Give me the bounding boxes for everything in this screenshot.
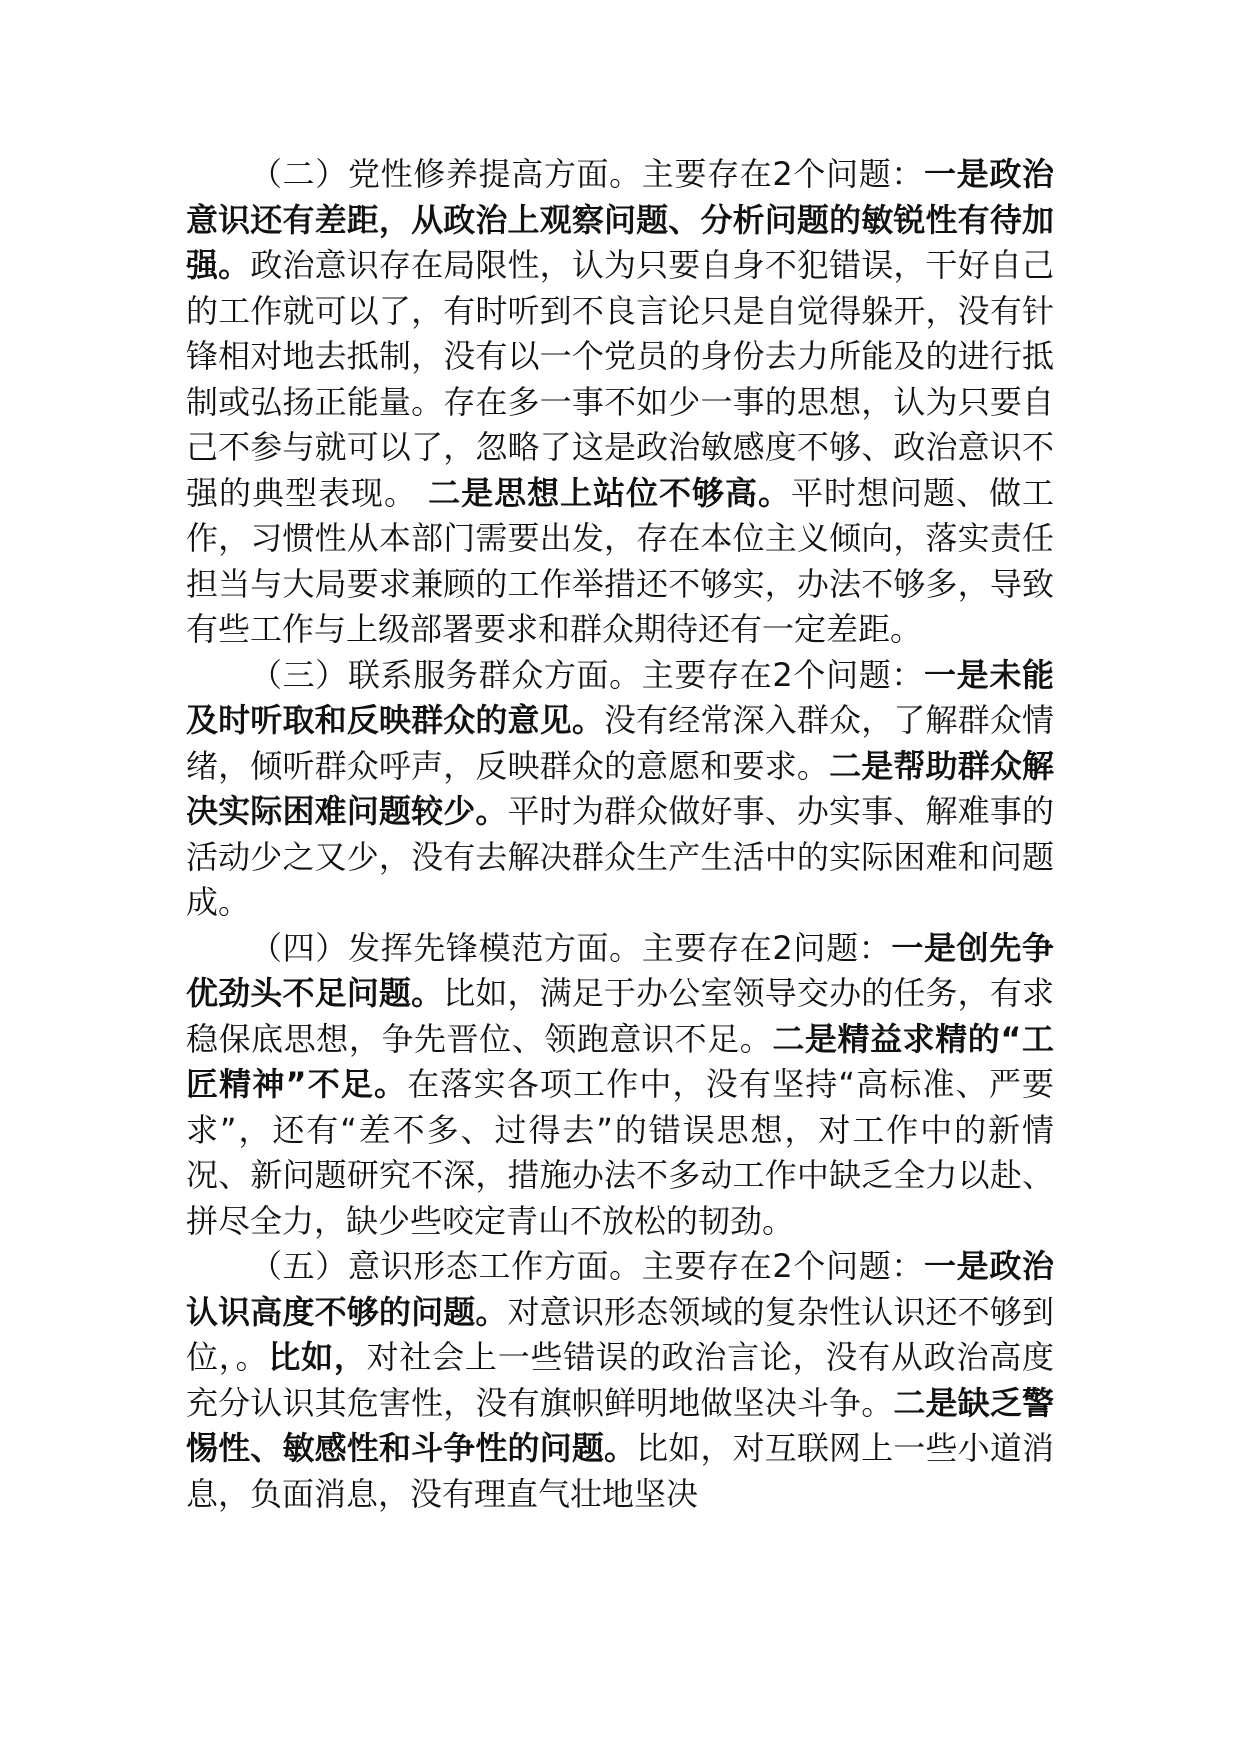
bold-point: 比如， <box>268 1338 367 1376</box>
bold-point: 一是未能及时听取和反映群众的意见。 <box>186 655 1054 739</box>
paragraph-text: 平时想问题、做工作，习惯性从本部门需要出发，存在本位主义倾向，落实责任担当与大局要求兼顾的工作举措还不够实，办法不够多，导致有些工作与上级部署要求和群众期待还有一定差距。 <box>186 473 1054 648</box>
paragraph-text: 在落实各项工作中，没有坚持“高标准、严要求”，还有“差不多、过得去”的错误思想，对工作中的新情况、新问题研究不深，措施办法不多动工作中缺乏全力以赴、拼尽全力，缺少些咬定青山不放松的韧劲。 <box>186 1065 1054 1240</box>
bold-point: 二是思想上站位不够高。 <box>428 473 792 512</box>
bold-point: 二是精益求精的“工匠精神”不足。 <box>186 1019 1054 1103</box>
bold-point: 二是缺乏警惕性、敏感性和斗争性的问题。 <box>186 1383 1054 1467</box>
bold-point: 一是政治认识高度不够的问题。 <box>186 1247 1054 1331</box>
paragraph-text: 比如，满足于办公室领导交办的任务，有求稳保底思想，争先晋位、领跑意识不足。 <box>186 974 1054 1058</box>
paragraph-text: 对意识形态领域的复杂性认识还不够到位，。 <box>186 1292 1054 1376</box>
bold-point: 一是政治意识还有差距，从政治上观察问题、分析问题的敏锐性有待加强。 <box>186 155 1054 284</box>
paragraph-party-spirit <box>186 152 1054 653</box>
paragraph-text: （四）发挥先锋模范方面。主要存在2问题： <box>250 928 892 967</box>
bold-point: 一是创先争优劲头不足问题。 <box>186 928 1054 1012</box>
paragraph-text: （三）联系服务群众方面。主要存在2个问题： <box>250 655 925 694</box>
paragraph-text: 政治意识存在局限性，认为只要自身不犯错误，干好自己的工作就可以了，有时听到不良言论只是自觉得躲开，没有针锋相对地去抵制，没有以一个党员的身份去力所能及的进行抵制或弘扬正能量。存在多一事不如少一事的思想，认为只要自己不参与就可以了，忽略了这是政治敏感度不够、政治意识不强的典型表现。 <box>186 246 1054 512</box>
paragraph-text: 比如，对互联网上一些小道消息，负面消息，没有理直气壮地坚决 <box>186 1429 1054 1513</box>
paragraph-ideology-work <box>186 1244 1054 1517</box>
paragraph-vanguard-role <box>186 926 1054 1245</box>
paragraph-serving-masses <box>186 653 1054 926</box>
paragraph-text: 平时为群众做好事、办实事、解难事的活动少之又少，没有去解决群众生产生活中的实际困难和问题成。 <box>186 792 1054 921</box>
paragraph-text: 没有经常深入群众，了解群众情绪，倾听群众呼声，反映群众的意愿和要求。 <box>186 701 1054 785</box>
document-page <box>186 152 1054 1517</box>
paragraph-text: 对社会上一些错误的政治言论，没有从政治高度充分认识其危害性，没有旗帜鲜明地做坚决斗争。 <box>186 1338 1054 1422</box>
paragraph-text: （二）党性修养提高方面。主要存在2个问题： <box>250 155 925 193</box>
paragraph-text: （五）意识形态工作方面。主要存在2个问题： <box>250 1247 925 1285</box>
bold-point: 二是帮助群众解决实际困难问题较少。 <box>186 746 1054 830</box>
